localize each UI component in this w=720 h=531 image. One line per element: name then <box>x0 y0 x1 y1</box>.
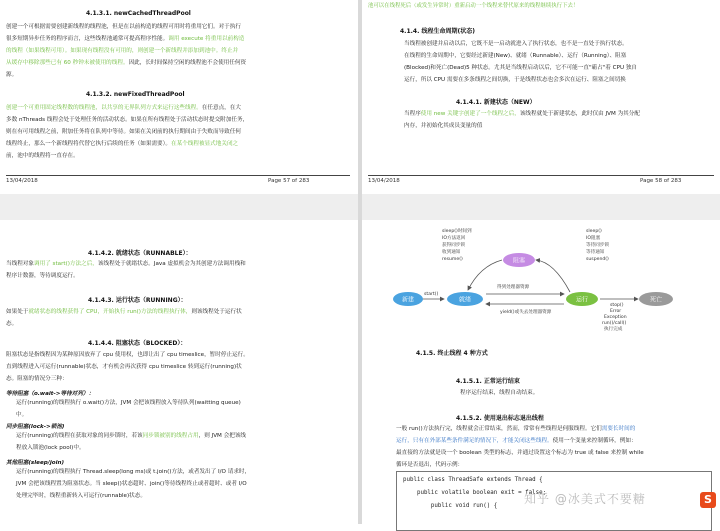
document-page-58 <box>364 0 720 192</box>
code-line: public class ThreadSafe extends Thread { <box>403 477 543 483</box>
paragraph: 如果处于就绪状态的线程获得了 CPU，开始执行 run()方法的线程执行体，则该线程处于运行状 态。 <box>6 309 242 327</box>
paragraph: 当线程被创建并启动以后，它既不是一启动就进入了执行状态，也不是一直处于执行状态。 在线程的生命周期中，它要经过新建(New)、就绪（Runnable）、运行（Running）、阻塞 (Blocked)和死亡(Dead)5 种状态。尤其是当线程启动以后，它不可能一直"霸占"着 CPU 独自 运行，所以 CPU 需要在多条线程之间切换，于是线程状态也会多次在运行、阻塞之间切换 <box>404 41 638 83</box>
other-blocked-title: 其他阻塞(sleep/join) <box>6 460 65 466</box>
state-ready-label: 就绪 <box>458 296 472 304</box>
sync-blocked-title: 同步阻塞(lock->锁池) <box>6 424 65 430</box>
paragraph: 当线程对象调用了 start()方法之后，该线程处于就绪状态。Java 虚拟机会为其创建方法调用栈和 程序计数器，等待调度运行。 <box>6 261 246 279</box>
page-number: Page 58 of 283 <box>640 178 682 184</box>
state-blocked-label: 阻塞 <box>512 257 526 265</box>
state-running-label: 运行 <box>575 296 589 304</box>
code-line: public volatile boolean exit = false; <box>403 490 547 496</box>
section-heading: 4.1.4.4. 阻塞状态（BLOCKED）： <box>88 340 187 347</box>
paragraph: 运行(running)的线程执行 Thread.sleep(long ms)或 t.join()方法，或者发出了 I/O 请求时， JVM 会把该线程置为阻塞状态。当 sleep()状态超时、join()等待线程终止或者超时、或者 I/O 处理完毕时，线程重新转入可运行(runnable)状态。 <box>16 469 251 499</box>
footer-date: 13/04/2018 <box>6 178 38 184</box>
section-heading: 4.1.3.2. newFixedThreadPool <box>86 91 185 98</box>
page-number: Page 57 of 283 <box>268 178 310 184</box>
note-stop-last: 执行完成 <box>604 327 623 332</box>
paragraph: 创建一个可根据需要创建新线程的线程池，但是在以前构造的线程可用时将重用它们。对于执行 很多短期异步任务的程序而言，这些线程池通常可提高程序性能。调用 execute 将重用以前构造 的线程（如果线程可用）。如果现有线程没有可用的，则创建一个新线程并添加到池中。终止并 从缓存中移除那些已有 60 秒钟未被使用的线程。因此，长时间保持空闲的线程池不会使用任何资 源。 <box>6 24 247 78</box>
code-line: public void run() { <box>403 503 498 509</box>
column-separator <box>358 0 362 524</box>
footer-date: 13/04/2018 <box>368 178 400 184</box>
paragraph: 阻塞状态是指线程因为某种原因放弃了 cpu 使用权，也即让出了 cpu timeslice，暂时停止运行。 直到线程进入可运行(runnable)状态，才有机会再次获得 cpu timeslice 转到运行(running)状 态。阻塞的情况分三种： <box>6 352 249 382</box>
section-heading: 4.1.5.1. 正常运行结束 <box>456 378 520 385</box>
paragraph: 运行(running)的线程执行 o.wait()方法，JVM 会把该线程放入等待队列(waitting queue) 中。 <box>16 400 241 418</box>
note-right: sleep() IO阻塞 等待同步锁 等待通知 suspend() <box>586 229 609 262</box>
wait-blocked-title: 等待阻塞（o.wait->等待对列）： <box>6 391 95 397</box>
section-heading: 4.1.4. 线程生命周期(状态) <box>400 28 475 35</box>
document-page-left <box>0 222 356 524</box>
edge-label-yield: yield()或失去处理器资源 <box>500 310 552 315</box>
sogou-s-icon[interactable]: S <box>700 492 716 508</box>
paragraph: 当程序使用 new 关键字创建了一个线程之后，该线程就处于新建状态，此时仅由 JVM 为其分配 内存，并初始化其成员变量的值 <box>404 111 640 129</box>
paragraph: 一般 run()方法执行完，线程就会正常结束，然而，常常有些线程是伺服线程。它们需要长时间的 运行，只有在外部某些条件满足的情况下，才能关闭这些线程。使用一个变量来控制循环，例如： 最直接的方法就是设一个 boolean 类型的标志，并通过设置这个标志为 true 或 false 来控制 while 循环是否退出，代码示例： <box>396 426 644 468</box>
note-stop-list: stop() Error Exception run()/call() <box>602 303 627 326</box>
state-new-label: 新建 <box>401 296 415 304</box>
section-heading: 4.1.5.2. 使用退出标志退出线程 <box>456 415 544 422</box>
zhihu-watermark: 知乎 @冰美式不要糖 <box>524 492 646 506</box>
section-heading: 4.1.4.1. 新建状态（NEW） <box>456 99 536 106</box>
document-page-57 <box>0 0 356 192</box>
arrow-running-to-blocked <box>536 260 570 292</box>
continued-text: 池可以在线程死后（或发生异常时）重新启动一个线程来替代原来的线程继续执行下去！ <box>368 3 579 9</box>
section-heading: 4.1.4.3. 运行状态（RUNNING）： <box>88 297 187 304</box>
paragraph: 程序运行结束，线程自动结束。 <box>460 390 539 396</box>
section-heading: 4.1.5. 终止线程 4 种方式 <box>416 350 488 357</box>
section-heading: 4.1.4.2. 就绪状态（RUNNABLE）： <box>88 250 192 257</box>
section-heading: 4.1.3.1. newCachedThreadPool <box>86 10 191 17</box>
state-dead-label: 死亡 <box>649 296 663 304</box>
paragraph: 运行(running)的线程在获取对象的同步锁时，若该同步锁被别的线程占用，则 JVM 会把该线 程放入锁池(lock pool)中。 <box>16 433 247 451</box>
footer-rule <box>6 175 350 176</box>
paragraph: 创建一个可重用固定线程数的线程池，以共享的无界队列方式来运行这些线程。在任意点，在大 多数 nThreads 线程会处于处理任务的活动状态。如果在所有线程处于活动状态时提交附加任务， 则在有可用线程之前，附加任务将在队列中等待。如果在关闭前的执行期间由于失败而导致任何 线程终止，那么一个新线程将代替它执行后续的任务（如果需要）。在某个线程被显式地关闭之 前，池中的线程将一直存在。 <box>6 105 249 159</box>
note-left: sleep()时间到 IO方法返回 获得同步锁 收到通知 resume() <box>442 229 472 262</box>
footer-rule <box>368 175 714 176</box>
edge-label-start: start() <box>424 292 439 297</box>
thread-state-diagram <box>364 222 720 332</box>
edge-label-get-cpu: 得到处理器资源 <box>497 285 530 290</box>
